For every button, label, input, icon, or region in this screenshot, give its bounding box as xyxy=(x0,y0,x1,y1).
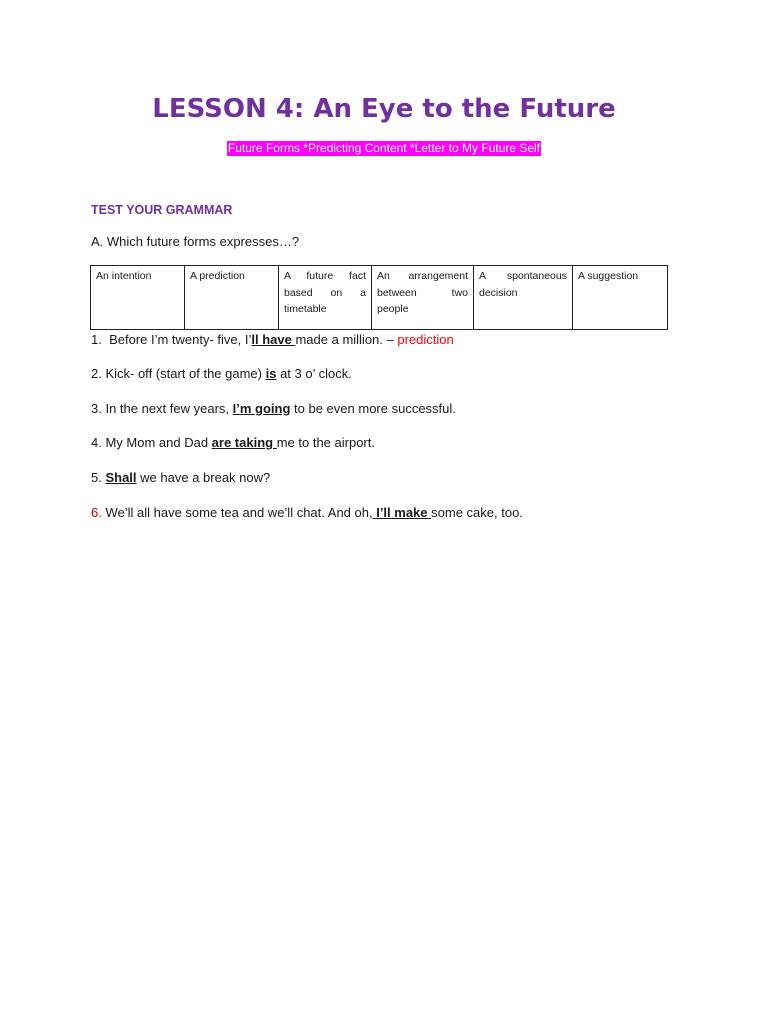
sentence-5 xyxy=(91,470,270,486)
table-cell-future-fact: A future fact based on a timetable xyxy=(279,266,372,330)
underlined-verb: is xyxy=(265,366,277,381)
sentence-number: 5. xyxy=(91,470,102,485)
table-cell-suggestion: A suggestion xyxy=(573,266,668,330)
table-cell-spontaneous-decision: A spontaneous decision xyxy=(474,266,573,330)
sentence-number: 6. xyxy=(91,505,102,520)
table-cell-prediction: A prediction xyxy=(185,266,279,330)
subtitle-highlight: Future Forms *Predicting Content *Letter to My Future Self xyxy=(227,141,541,155)
sentence-text: In the next few years, xyxy=(101,401,233,416)
sentence-text: some cake, too. xyxy=(431,505,523,520)
sentence-text: Kick- off (start of the game) xyxy=(101,366,266,381)
page-title: LESSON 4: An Eye to the Future xyxy=(152,94,616,124)
sentence-number: 2. xyxy=(91,366,102,381)
underlined-verb: I’m going xyxy=(232,401,291,416)
sentence-text: We’ll all have some tea and we’ll chat. And oh, xyxy=(101,505,373,520)
table-cell-intention: An intention xyxy=(91,266,185,330)
section-heading: TEST YOUR GRAMMAR xyxy=(91,203,233,217)
sentence-text: at 3 o’ clock. xyxy=(276,366,352,381)
sentence-6 xyxy=(91,505,523,521)
sentence-2 xyxy=(91,366,352,382)
sentence-text: we have a break now? xyxy=(136,470,271,485)
sentence-number: 3. xyxy=(91,401,102,416)
sentence-text: My Mom and Dad xyxy=(101,435,212,450)
sentence-4 xyxy=(91,435,375,451)
sentence-text: made a million. – xyxy=(295,332,398,347)
sentence-text: to be even more successful. xyxy=(290,401,456,416)
underlined-verb: I’ll make xyxy=(372,505,432,520)
sentence-number: 1. xyxy=(91,332,102,347)
underlined-verb: are taking xyxy=(211,435,277,450)
underlined-verb: ll have xyxy=(251,332,296,347)
sentence-1 xyxy=(91,332,454,348)
subtitle-line xyxy=(0,139,768,157)
answer-text: prediction xyxy=(397,332,454,347)
sentence-text: Before I’m twenty- five, I’ xyxy=(101,332,252,347)
future-forms-table xyxy=(90,265,668,330)
sentence-3 xyxy=(91,401,456,417)
sentence-number: 4. xyxy=(91,435,102,450)
underlined-verb: Shall xyxy=(105,470,137,485)
table-cell-arrangement: An arrangement between two people xyxy=(372,266,474,330)
instruction-text: A. Which future forms expresses…? xyxy=(91,234,300,249)
sentence-text: me to the airport. xyxy=(276,435,375,450)
table-row xyxy=(91,266,668,330)
